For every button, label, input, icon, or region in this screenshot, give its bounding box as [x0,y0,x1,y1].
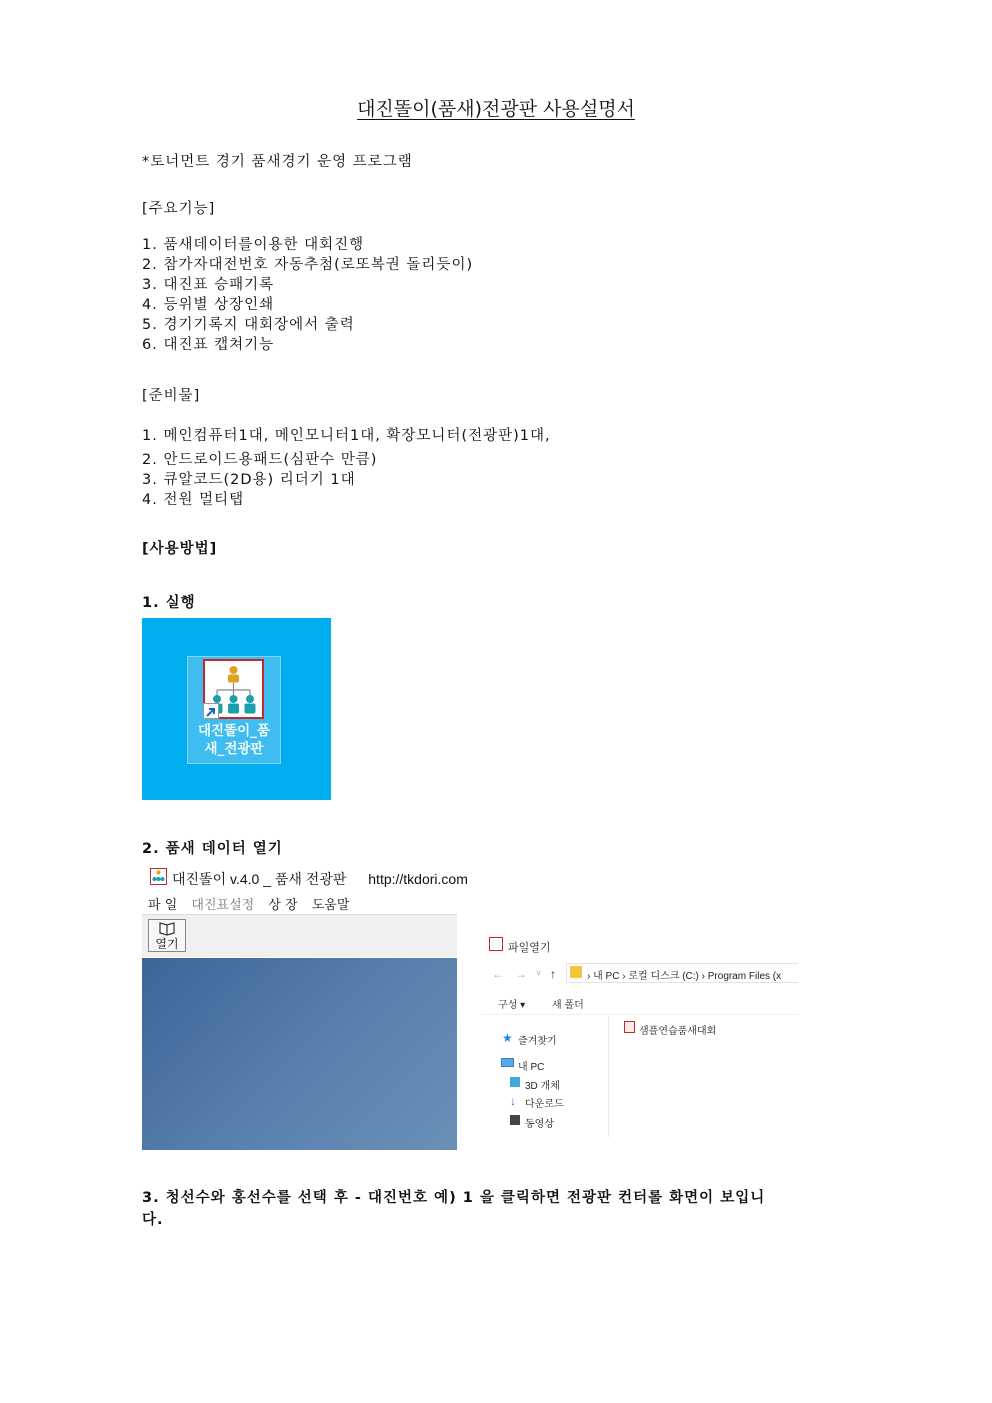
step3-text-continued: 다. [142,1212,164,1228]
list-item: 4. 전원 멀티탭 [142,492,245,508]
list-item: 1. 품새데이터를이용한 대회진행 [142,237,365,253]
pc-icon [501,1058,514,1067]
divider [608,1016,609,1137]
document-title: 대진똘이(품새)전광판 사용설명서 [357,98,635,120]
dialog-app-icon [489,937,503,951]
new-folder-button[interactable]: 새 폴더 [552,1000,584,1011]
nav-item-3d-objects[interactable]: 3D 개체 [525,1081,560,1092]
organize-button[interactable]: 구성 ▾ [498,1000,526,1011]
up-arrow-icon[interactable]: ↑ [550,967,556,981]
usage-heading: [사용방법] [142,541,218,557]
list-item: 6. 대진표 캡쳐기능 [142,337,275,353]
menu-bracket-settings[interactable]: 대진표설정 [191,898,255,913]
video-icon [510,1115,520,1125]
app-main-panel [142,958,457,1150]
prep-list [142,450,377,510]
nav-item-this-pc[interactable]: 내 PC [518,1062,545,1073]
nav-item-favorites[interactable]: 즐겨찾기 [518,1036,557,1047]
nav-item-videos[interactable]: 동영상 [525,1119,554,1130]
features-heading: [주요기능] [142,201,216,217]
list-item: 2. 참가자대전번호 자동추첨(로또복권 돌리듯이) [142,257,474,273]
app-logo-icon [150,868,167,885]
divider [482,1014,798,1015]
open-button-label: 열기 [155,937,179,951]
menu-file[interactable]: 파 일 [148,898,178,913]
list-item: 4. 등위별 상장인쇄 [142,297,275,313]
app-url[interactable]: http://tkdori.com [368,871,468,887]
features-list [142,235,473,355]
list-item: 5. 경기기록지 대회장에서 출력 [142,317,355,333]
desktop-icon-label[interactable]: 대진똘이_품 새_전광판 [198,723,270,757]
star-icon: ★ [502,1031,513,1045]
shortcut-arrow-icon [203,703,219,719]
step1-heading: 1. 실행 [142,595,196,611]
list-item: 3. 큐알코드(2D용) 리더기 1대 [142,472,356,488]
app-toolbar [142,914,457,957]
data-file-icon [624,1021,635,1033]
forward-arrow-icon[interactable]: → [515,967,527,981]
list-item: 3. 대진표 승패기록 [142,277,275,293]
folder-icon [570,966,582,978]
app-menubar [148,894,359,913]
download-icon: ↓ [510,1094,516,1108]
breadcrumb: › 내 PC › 로컬 디스크 (C:) › Program Files (x [587,971,782,982]
app-window-title: 대진똘이 v.4.0 _ 품새 전광판 http://tkdori.com [172,871,468,887]
step2-heading: 2. 품새 데이터 열기 [142,841,283,857]
menu-awards[interactable]: 상 장 [268,898,298,913]
menu-help[interactable]: 도움말 [311,898,350,913]
step3-text: 3. 청선수와 홍선수를 선택 후 - 대진번호 예) 1 을 클릭하면 전광판 컨터롤 화면이 보입니 [142,1190,766,1206]
nav-item-downloads[interactable]: 다운로드 [525,1099,564,1110]
dialog-title: 파일열기 [508,942,551,954]
prep-heading: [준비물] [142,388,201,404]
prep-item: 1. 메인컴퓨터1대, 메인모니터1대, 확장모니터(전광판)1대, [142,428,551,444]
book-icon [149,920,185,936]
3d-objects-icon [510,1077,520,1087]
file-list-item[interactable]: 샘플연습품새대회 [639,1026,717,1037]
back-arrow-icon[interactable]: ← [492,967,504,981]
document-subtitle: *토너먼트 경기 품새경기 운영 프로그램 [142,154,413,170]
file-open-dialog [482,930,798,1137]
list-item: 2. 안드로이드용패드(심판수 만큼) [142,452,378,468]
recent-chevron-icon[interactable]: ˅ [536,968,542,978]
